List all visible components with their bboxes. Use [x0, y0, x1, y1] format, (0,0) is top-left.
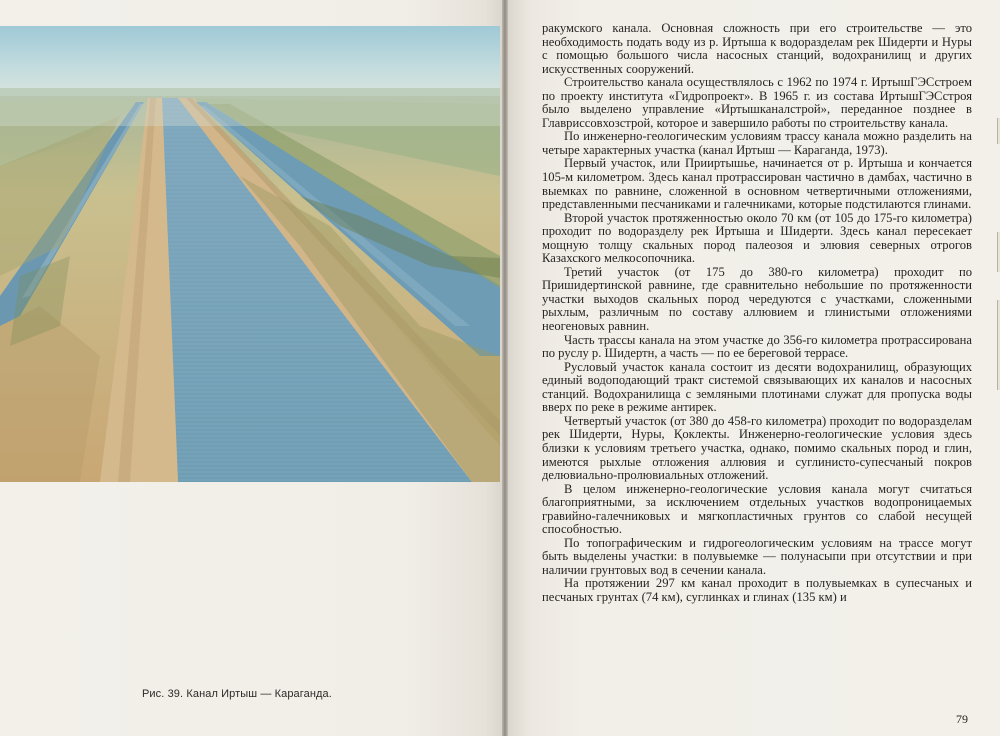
paragraph: Русловый участок канала состоит из десяти водохранилищ, образующих единый водоподающий тракт системой связывающих их каналов и насосных станций. Водохранилища с земляными плотинами служат для пропуска воды вверх по реке в режиме антирек.	[542, 359, 972, 415]
paragraph: На протяжении 297 км канал проходит в полувыемках в супесчаных и песчаных грунтах (74 км), суглинках и глинах (135 км) и	[542, 576, 972, 604]
canal-photo	[0, 26, 500, 482]
paragraph: ракумского канала. Основная сложность при его строительстве — это необходимость подать воду из р. Иртыша к водоразделам рек Шидерти и Нуры с помощью большого числа насосных станций, водохранилищ и других искусственных сооружений.	[542, 21, 972, 76]
paragraph: Первый участок, или Прииртышье, начинается от р. Иртыша и кончается 105-м километром. Здесь канал протрассирован частично в дамбах, частично в выемках по равнине, сложенной в основном четвертичными отложениями, представленными песчаниками и галечниками, которые подстилаются глинами.	[542, 156, 972, 212]
paragraph: По инженерно-геологическим условиям трассу канала можно разделить на четыре характерных участка (канал Иртыш — Караганда, 1973).	[542, 129, 972, 157]
page-number: 79	[956, 712, 968, 726]
book-gutter	[502, 0, 508, 736]
figure-caption: Рис. 39. Канал Иртыш — Караганда.	[142, 688, 332, 700]
paragraph: По топографическим и гидрогеологическим условиям на трассе могут быть выделены участки: в полувыемке — полунасыпи при отсутствии и при наличии грунтовых вод в сечении канала.	[542, 535, 972, 577]
paragraph: Второй участок протяженностью около 70 км (от 105 до 175-го километра) проходит по водоразделу рек Иртыша и Шидерти. Здесь канал пересекает мощную толщу скальных пород палеозоя и элювия северных отрогов Казахского мелкосопочника.	[542, 210, 972, 266]
paragraph: Часть трассы канала на этом участке до 356-го километра протрассирована по руслу р. Шидертн, а часть — по ее береговой террасе.	[542, 332, 972, 361]
paragraph: Строительство канала осуществлялось с 1962 по 1974 г. ИртышГЭСстроем по проекту института «Гидропроект». В 1965 г. из состава ИртышГЭСстроя было выделено управление «Иртышканалстрой», переданное позднее в Главриссовхозстрой, которое и завершило работы по строительству канала.	[542, 75, 972, 130]
paragraph: Четвертый участок (от 380 до 458-го километра) проходит по водоразделам рек Шидерти, Нуры, Қоклекты. Инженерно-геологические условия здесь близки к условиям третьего участка, однако, помимо скальных пород и глин, имеются рыхлые отложения аллювия и суглинисто-супесчаный покров делювиально-пролювиальных отложений.	[542, 413, 972, 483]
paragraph: Третий участок (от 175 до 380-го километра) проходит по Пришидертинской равнине, где сравнительно небольшие по протяженности участки выходов скальных пород чередуются с участками, сложенными рыхлым, различным по составу аллювием и глинистыми отложениями неогеновых равнин.	[542, 264, 972, 334]
paragraph: В целом инженерно-геологические условия канала могут считаться благоприятными, за исключением отдельных участков водопроницаемых гравийно-галечниковых и мягкопластичных грунтов со слабой несущей способностью.	[542, 481, 972, 537]
body-text	[542, 22, 972, 605]
